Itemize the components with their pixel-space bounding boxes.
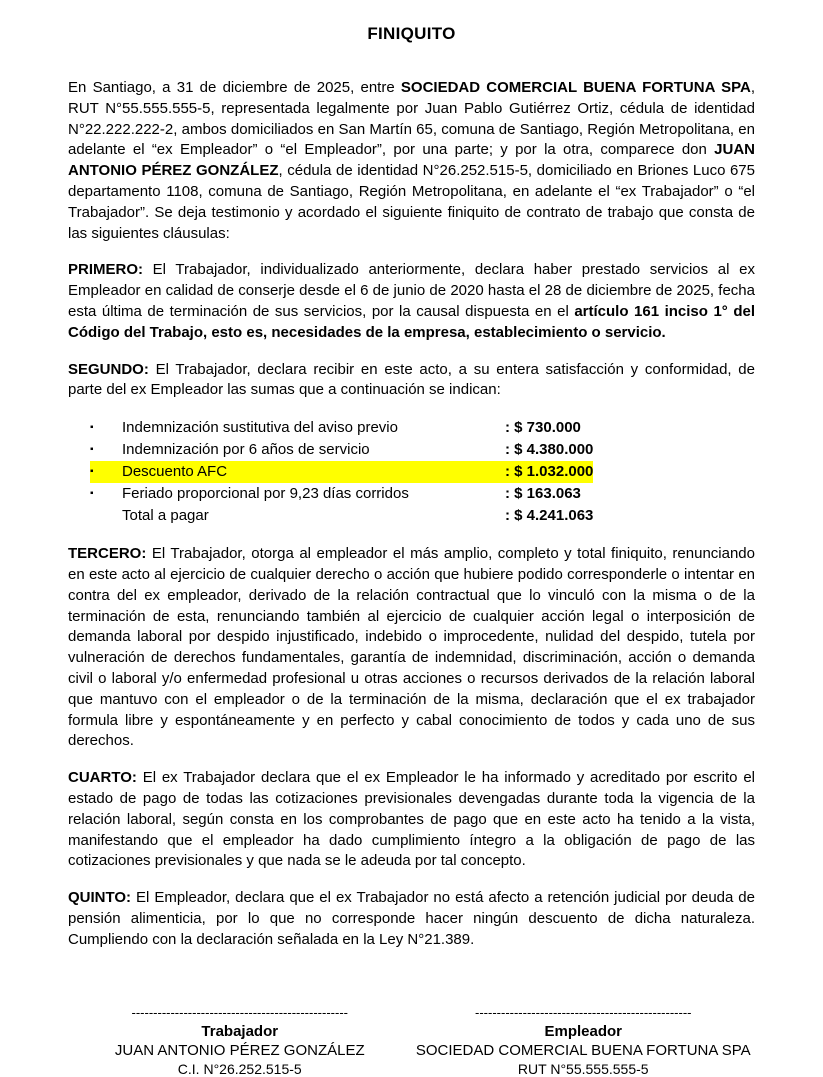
payment-label: Descuento AFC xyxy=(122,463,228,481)
clause-segundo-body: El Trabajador, declara recibir en este acto, a su entera satisfacción y conformidad, de parte del ex Empleador las sumas que a continuación se indican: xyxy=(68,360,755,399)
signature-id: RUT N°55.555.555-5 xyxy=(517,1060,649,1077)
clause-quinto-body: El Empleador, declara que el ex Trabajador no está afecto a retención judicial por deuda de pensión alimenticia, por lo que no corresponde hacer ningún descuento de dicha naturaleza. Cumpliendo con la declaración señalada en la Ley N°21.389. xyxy=(68,889,755,948)
payment-label: Total a pagar xyxy=(122,507,209,525)
payment-value: : $ 163.063 xyxy=(505,485,581,503)
signature-empleador xyxy=(412,1005,756,1077)
payment-label: Feriado proporcional por 9,23 días corridos xyxy=(122,485,409,503)
payment-label: Indemnización sustitutiva del aviso previo xyxy=(122,419,398,437)
signature-id: C.I. N°26.252.515-5 xyxy=(177,1060,302,1077)
bullet-icon: ▪ xyxy=(90,422,94,434)
clause-segundo-label: SEGUNDO: xyxy=(68,360,149,378)
payment-row-highlighted xyxy=(90,461,593,483)
bullet-icon: ▪ xyxy=(90,488,94,500)
payments-list xyxy=(68,417,755,527)
signature-name: JUAN ANTONIO PÉREZ GONZÁLEZ xyxy=(114,1041,365,1059)
signature-role: Empleador xyxy=(544,1022,623,1040)
signature-name: SOCIEDAD COMERCIAL BUENA FORTUNA SPA xyxy=(415,1041,751,1059)
clause-tercero-body: El Trabajador, otorga al empleador el más amplio, completo y total finiquito, renunciando en este acto al ejercicio de cualquier derecho o acción que hubiere podido corresponderle o intentar en contra del ex empleador, derivado de la relación contractual que lo vinculó con la misma o de la terminación de esta, renunciando también al ejercicio de cualquier acción legal o interposición de demanda laboral por despido injustificado, indebido o improcedente, nulidad del despido, tutela por vulneración de derechos fundamentales, garantía de indemnidad, discriminación, acción o demanda civil o laboral y/o enfermedad profesional u otras acciones o recursos derivados de la relación laboral que mantuvo con el empleador o de la terminación de la misma, declaración que el ex trabajador formula libre y espontáneamente y en perfecto y cabal conocimiento de todos y cada uno de sus derechos. xyxy=(68,545,755,750)
clause-quinto-label: QUINTO: xyxy=(68,889,132,907)
payment-row-total xyxy=(90,505,593,527)
bullet-placeholder xyxy=(90,505,122,527)
clause-cuarto-label: CUARTO: xyxy=(68,769,137,787)
payment-value: : $ 4.380.000 xyxy=(505,441,594,459)
clause-cuarto xyxy=(68,768,755,872)
employer-name: SOCIEDAD COMERCIAL BUENA FORTUNA SPA xyxy=(400,79,751,96)
clause-cuarto-body: El ex Trabajador declara que el ex Empleador le ha informado y acreditado por escrito el estado de pago de todas las cotizaciones previsionales devengadas durante toda la vigencia de la relación laboral, según consta en los comprobantes de pago que en este acto ha tenido a la vista, manifestando que el empleador ha dado cumplimiento íntegro a la obligación de pago de las cotizaciones previsionales y que nada se le adeuda por tal concepto. xyxy=(68,769,755,870)
payment-value: : $ 4.241.063 xyxy=(505,507,594,525)
document-title: FINIQUITO xyxy=(367,24,456,43)
signature-block xyxy=(68,1005,755,1077)
clause-tercero xyxy=(68,544,755,752)
clause-segundo xyxy=(68,360,755,402)
payment-label: Indemnización por 6 años de servicio xyxy=(122,441,370,459)
signature-role: Trabajador xyxy=(201,1022,279,1040)
clause-primero-body: El Trabajador, individualizado anteriormente, declara haber prestado servicios al ex Empleador en calidad de conserje desde el 6 de junio de 2020 hasta el 28 de diciembre de 2025, fecha esta última de terminación de sus servicios, por la causal dispuesta en el xyxy=(68,261,755,320)
payment-row xyxy=(90,417,581,439)
clause-tercero-label: TERCERO: xyxy=(68,545,147,563)
clause-quinto xyxy=(68,888,755,950)
payment-value: : $ 730.000 xyxy=(505,419,581,437)
clause-primero-bold-tail: artículo 161 inciso 1° del Código del Trabajo, esto es, necesidades de la empresa, establecimiento o servicio. xyxy=(68,302,755,341)
clause-primero xyxy=(68,260,755,343)
bullet-icon: ▪ xyxy=(90,444,94,456)
payment-row xyxy=(90,439,593,461)
bullet-icon: ▪ xyxy=(90,466,94,478)
clause-primero-label: PRIMERO: xyxy=(68,261,143,279)
intro-paragraph xyxy=(68,78,755,244)
payment-row xyxy=(90,483,581,505)
signature-line: -------------------------------------------------- xyxy=(131,1004,348,1020)
intro-text-3: , cédula de identidad N°26.252.515-5, domiciliado en Briones Luco 675 departamento 1108, comuna de Santiago, Región Metropolitana, en adelante el “ex Trabajador” o “el Trabajador”. Se deja testimonio y acordado el siguiente finiquito de contrato de trabajo que consta de las siguientes cláusulas: xyxy=(68,162,755,242)
worker-name: JUAN ANTONIO PÉREZ GONZÁLEZ xyxy=(68,141,755,180)
payment-value: : $ 1.032.000 xyxy=(505,463,594,481)
signature-trabajador xyxy=(68,1005,412,1077)
intro-text-1: En Santiago, a 31 de diciembre de 2025, entre xyxy=(68,79,401,96)
signature-line: -------------------------------------------------- xyxy=(475,1004,692,1020)
intro-text-2: , RUT N°55.555.555-5, representada legalmente por Juan Pablo Gutiérrez Ortiz, cédula de identidad N°22.222.222-2, ambos domiciliados en San Martín 65, comuna de Santiago, Región Metropolitana, en adelante el “ex Empleador” o “el Empleador”, por una parte; y por la otra, comparece don xyxy=(68,79,755,159)
